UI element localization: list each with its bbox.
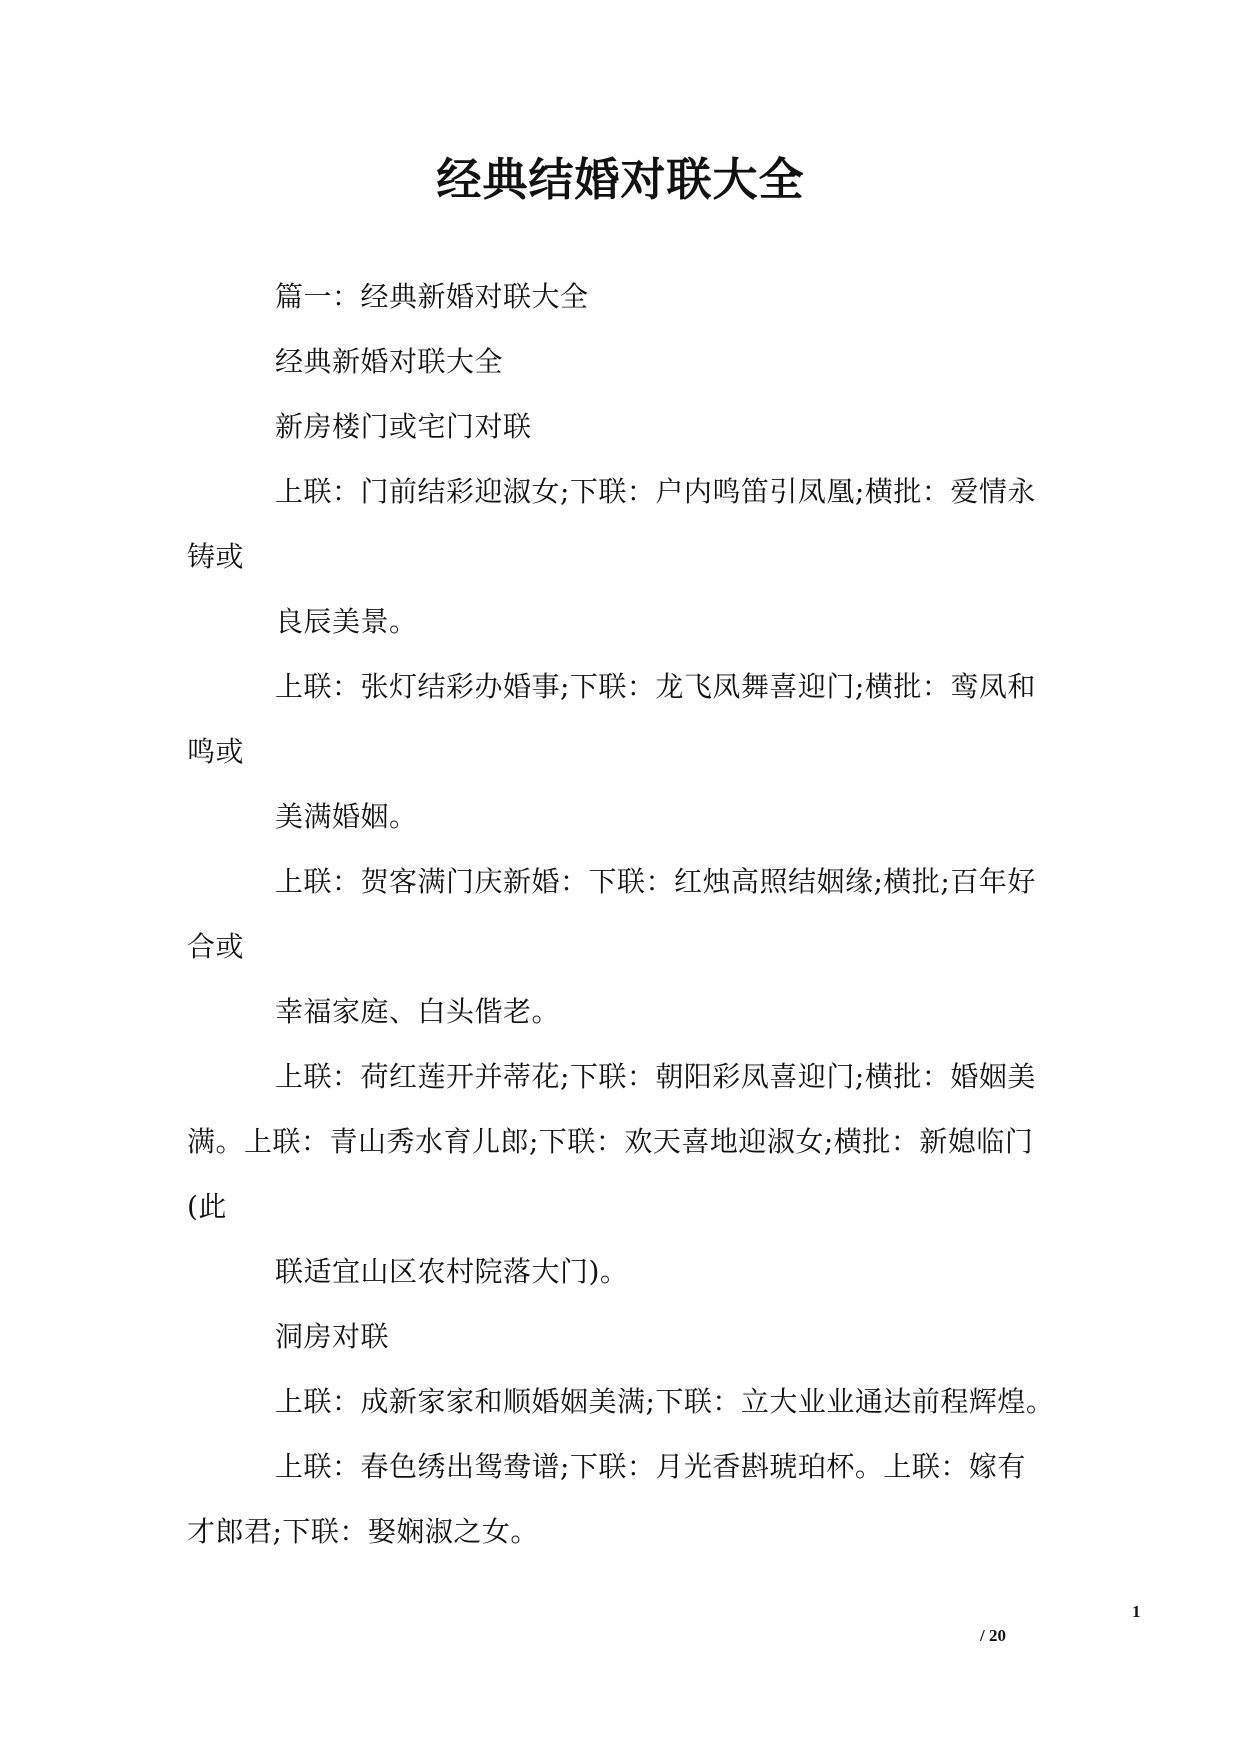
text-line: 上联：成新家家和顺婚姻美满;下联：立大业业通达前程辉煌。	[275, 1385, 1055, 1418]
text-line: 篇一：经典新婚对联大全	[275, 280, 589, 313]
text-line: 满。上联：青山秀水育儿郎;下联：欢天喜地迎淑女;横批：新媳临门	[187, 1125, 1034, 1158]
text-line: (此	[187, 1190, 227, 1223]
text-line: 才郎君;下联：娶娴淑之女。	[187, 1515, 539, 1548]
text-line: 合或	[187, 930, 245, 963]
text-line: 幸福家庭、白头偕老。	[275, 995, 561, 1028]
page-number: 1	[1132, 1602, 1141, 1621]
text-line: 洞房对联	[275, 1320, 390, 1353]
page-total: / 20	[980, 1626, 1006, 1645]
text-line: 经典新婚对联大全	[275, 345, 504, 378]
text-line: 联适宜山区农村院落大门)。	[275, 1255, 629, 1288]
text-line: 美满婚姻。	[275, 800, 418, 833]
text-line: 上联：门前结彩迎淑女;下联：户内鸣笛引凤凰;横批：爱情永	[275, 475, 1036, 508]
text-line: 良辰美景。	[275, 605, 418, 638]
page-title: 经典结婚对联大全	[436, 153, 805, 206]
text-line: 上联：春色绣出鸳鸯谱;下联：月光香斟琥珀杯。上联：嫁有	[275, 1450, 1026, 1483]
document-body	[187, 280, 1057, 1580]
text-line: 铸或	[187, 540, 245, 573]
text-line: 鸣或	[187, 735, 245, 768]
text-line: 新房楼门或宅门对联	[275, 410, 532, 443]
text-line: 上联：张灯结彩办婚事;下联：龙飞凤舞喜迎门;横批：鸾凤和	[275, 670, 1036, 703]
text-line: 上联：荷红莲开并蒂花;下联：朝阳彩凤喜迎门;横批：婚姻美	[275, 1060, 1036, 1093]
text-line: 上联：贺客满门庆新婚：下联：红烛高照结姻缘;横批;百年好	[275, 865, 1036, 898]
